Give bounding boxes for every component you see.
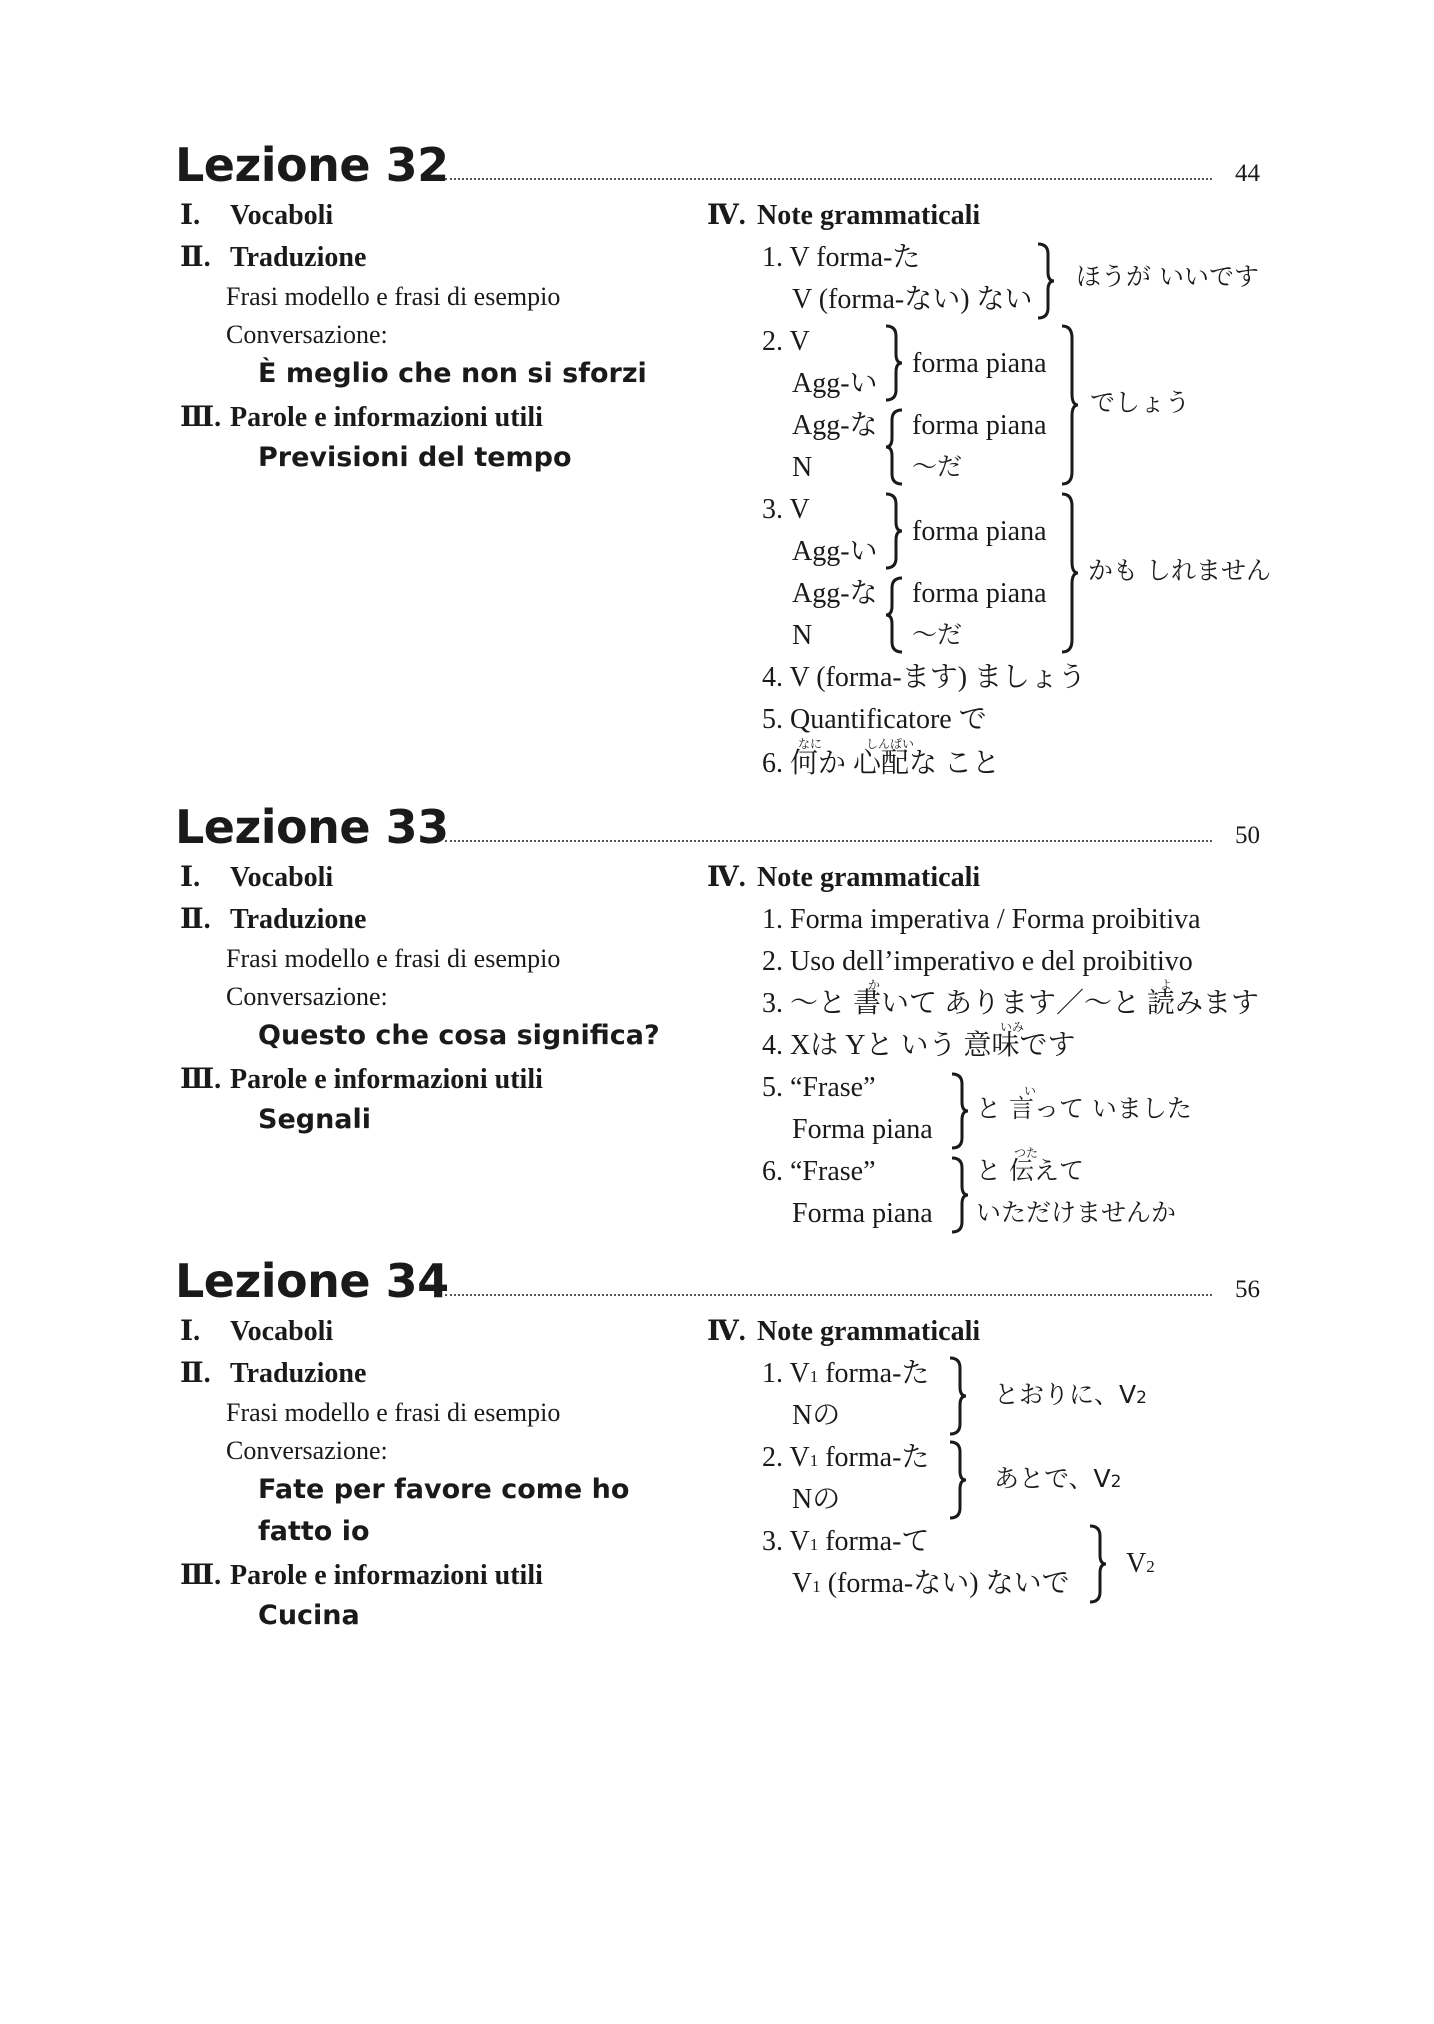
brace-right — [884, 324, 904, 402]
conversation-title-2: fatto io — [258, 1516, 370, 1547]
note-2d: N — [792, 452, 813, 483]
note-6b: Forma piana — [792, 1198, 933, 1229]
note-1-result: ほうが いいです — [1076, 262, 1259, 291]
section-traduzione: Ⅱ. Traduzione — [180, 904, 367, 935]
section-parole: Ⅲ. Parole e informazioni utili — [180, 1064, 543, 1095]
note-2a: 2. V — [762, 326, 810, 357]
note-6-result-2: いただけませんか — [976, 1198, 1177, 1227]
section-note: Ⅳ. Note grammaticali — [707, 1316, 981, 1347]
note-2-middle-1: forma piana — [912, 348, 1047, 379]
brace-right — [1060, 324, 1080, 486]
note-3-result: V2 — [1126, 1548, 1155, 1579]
note-2: 2. Uso dell’imperativo e del proibitivo — [762, 946, 1193, 977]
brace-right — [1088, 1524, 1108, 1604]
lesson-title: Lezione 32 — [175, 138, 449, 192]
note-2-middle-3: ～だ — [912, 452, 963, 481]
note-3b: Agg-い — [792, 536, 878, 567]
furigana: いみ — [1000, 1020, 1025, 1034]
section-parole: Ⅲ. Parole e informazioni utili — [180, 402, 543, 433]
note-1b: V (forma-ない) ない — [792, 284, 1033, 315]
note-5-result: と 言って いました — [976, 1094, 1192, 1123]
conversation-title-1: Fate per favore come ho — [258, 1474, 630, 1505]
note-3-middle-2: forma piana — [912, 578, 1047, 609]
furigana: か — [868, 978, 881, 992]
lesson-title: Lezione 34 — [175, 1254, 449, 1308]
leader-dots — [445, 1294, 1212, 1296]
note-2b: Nの — [792, 1484, 841, 1515]
section-note: Ⅳ. Note grammaticali — [707, 200, 981, 231]
frasi-modello: Frasi modello e frasi di esempio — [226, 944, 561, 973]
conversation-title: Questo che cosa significa? — [258, 1020, 660, 1051]
lesson-header — [175, 800, 1260, 870]
note-3c: Agg-な — [792, 578, 878, 609]
note-2-result: あとで、V2 — [994, 1464, 1122, 1493]
section-traduzione: Ⅱ. Traduzione — [180, 242, 367, 273]
note-6: 6. 何か 心配な こと — [762, 748, 1001, 779]
note-3d: N — [792, 620, 813, 651]
note-1a: 1. V1 forma-た — [762, 1358, 930, 1389]
brace-right — [948, 1440, 968, 1520]
lesson-title: Lezione 33 — [175, 800, 449, 854]
section-traduzione: Ⅱ. Traduzione — [180, 1358, 367, 1389]
note-1: 1. Forma imperativa / Forma proibitiva — [762, 904, 1201, 935]
leader-dots — [445, 840, 1212, 842]
furigana: なに — [798, 737, 823, 751]
note-3-result: かも しれません — [1088, 556, 1271, 585]
note-2-result: でしょう — [1090, 388, 1191, 417]
brace-right — [950, 1072, 970, 1150]
section-vocaboli: Ⅰ. Vocaboli — [180, 200, 334, 231]
info-title: Segnali — [258, 1104, 372, 1135]
conversazione-label: Conversazione: — [226, 982, 388, 1011]
section-vocaboli: Ⅰ. Vocaboli — [180, 862, 334, 893]
brace-right — [948, 1356, 968, 1436]
note-5a: 5. “Frase” — [762, 1072, 876, 1103]
frasi-modello: Frasi modello e frasi di esempio — [226, 1398, 561, 1427]
conversazione-label: Conversazione: — [226, 1436, 388, 1465]
note-3-middle-3: ～だ — [912, 620, 963, 649]
brace-right — [950, 1156, 970, 1234]
info-title: Cucina — [258, 1600, 360, 1631]
note-3b: V1 (forma-ない) ないで — [792, 1568, 1070, 1599]
note-2b: Agg-い — [792, 368, 878, 399]
page-number: 56 — [1235, 1276, 1260, 1303]
note-1a: 1. V forma-た — [762, 242, 921, 273]
info-title: Previsioni del tempo — [258, 442, 572, 473]
note-3a: 3. V1 forma-て — [762, 1526, 930, 1557]
brace-right — [884, 492, 904, 570]
conversation-title: È meglio che non si sforzi — [258, 358, 647, 389]
note-6a: 6. “Frase” — [762, 1156, 876, 1187]
note-5: 5. Quantificatore で — [762, 704, 987, 735]
lesson-header — [175, 1254, 1260, 1324]
note-4: 4. Xは Yと いう 意味です — [762, 1030, 1076, 1061]
note-4: 4. V (forma-ます) ましょう — [762, 662, 1087, 693]
furigana: い — [1024, 1084, 1037, 1098]
page-number: 50 — [1235, 822, 1260, 849]
brace-left — [884, 408, 904, 486]
brace-left — [884, 576, 904, 654]
brace-right — [1060, 492, 1080, 654]
section-vocaboli: Ⅰ. Vocaboli — [180, 1316, 334, 1347]
note-3a: 3. V — [762, 494, 810, 525]
note-1-result: とおりに、V2 — [994, 1380, 1147, 1409]
furigana: よ — [1160, 978, 1173, 992]
note-3-middle-1: forma piana — [912, 516, 1047, 547]
leader-dots — [445, 178, 1212, 180]
section-note: Ⅳ. Note grammaticali — [707, 862, 981, 893]
page-number: 44 — [1235, 160, 1260, 187]
note-6-result-1: と 伝えて — [976, 1156, 1084, 1185]
furigana: つた — [1014, 1146, 1039, 1160]
note-1b: Nの — [792, 1400, 841, 1431]
furigana: しんぱい — [866, 737, 915, 751]
note-5b: Forma piana — [792, 1114, 933, 1145]
lesson-header — [175, 138, 1260, 208]
brace-right — [1036, 242, 1056, 320]
section-parole: Ⅲ. Parole e informazioni utili — [180, 1560, 543, 1591]
note-3: 3. ～と 書いて あります／～と 読みます — [762, 988, 1260, 1019]
conversazione-label: Conversazione: — [226, 320, 388, 349]
frasi-modello: Frasi modello e frasi di esempio — [226, 282, 561, 311]
note-2c: Agg-な — [792, 410, 878, 441]
note-2a: 2. V1 forma-た — [762, 1442, 930, 1473]
note-2-middle-2: forma piana — [912, 410, 1047, 441]
